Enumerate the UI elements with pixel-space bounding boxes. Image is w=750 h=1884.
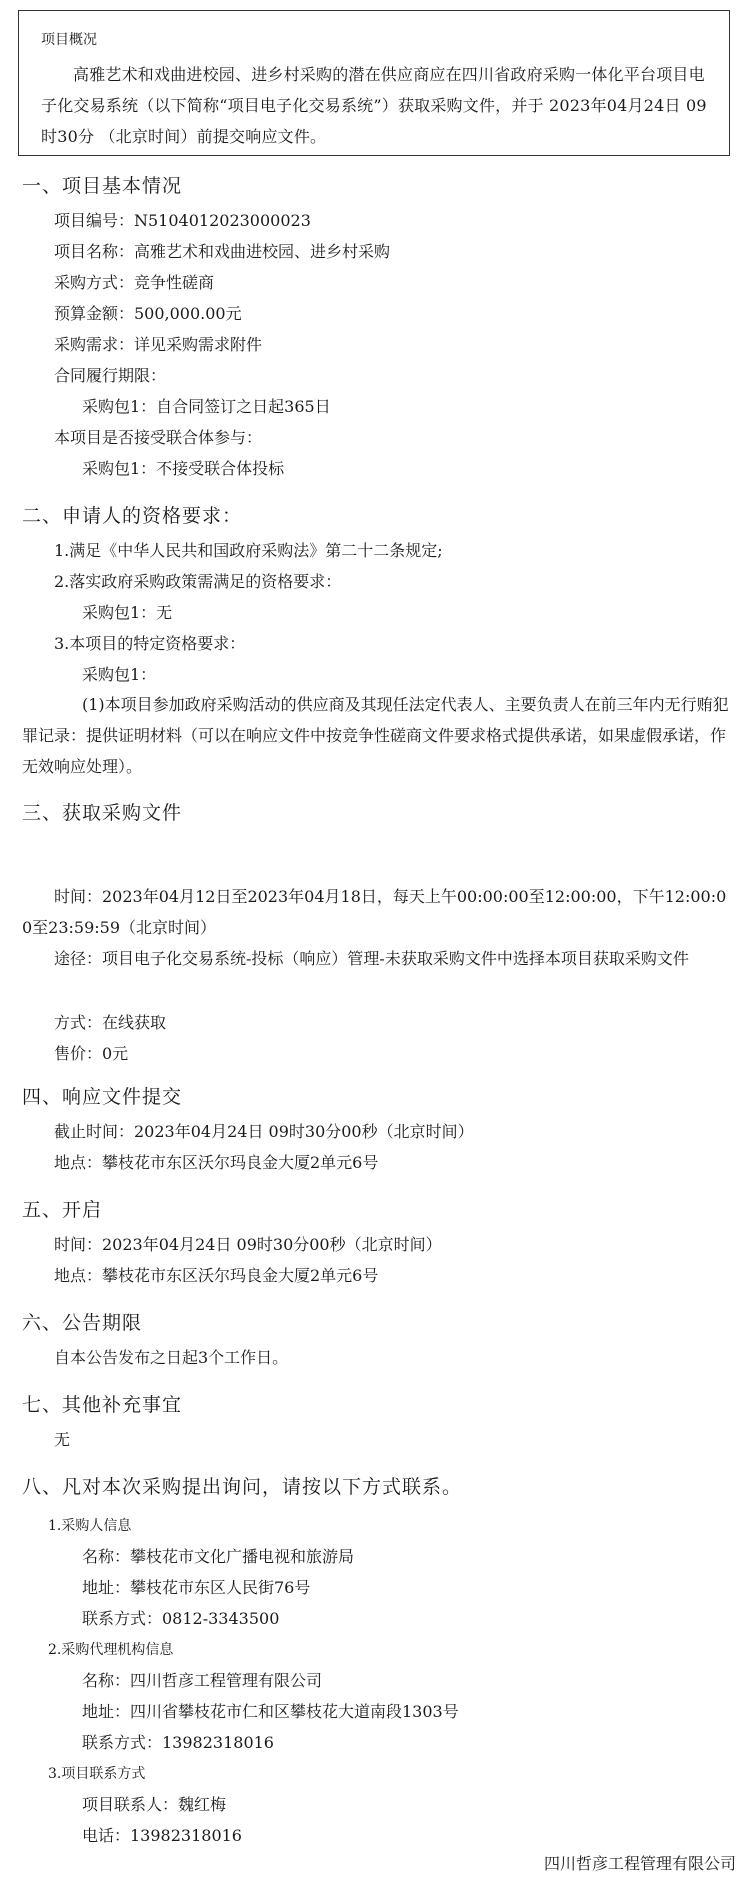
supplementary-text: 无 bbox=[54, 1430, 71, 1449]
project-overview-box bbox=[18, 10, 730, 156]
buyer-phone: 联系方式：0812-3343500 bbox=[82, 1609, 280, 1628]
overview-text: 高雅艺术和戏曲进校园、进乡村采购的潜在供应商应在四川省政府采购一体化平台项目电子化交易系统（以下简称“项目电子化交易系统”）获取采购文件，并于 2023年04月24日 09时30分 （北京时间）前提交响应文件。 bbox=[41, 65, 707, 146]
section-5-heading: 五、开启 bbox=[22, 1199, 103, 1221]
contract-period-package: 采购包1：自合同签订之日起365日 bbox=[82, 397, 331, 416]
submission-place: 地点：攀枝花市东区沃尔玛良金大厦2单元6号 bbox=[54, 1153, 379, 1172]
agent-name: 名称：四川哲彦工程管理有限公司 bbox=[82, 1671, 323, 1690]
project-contact-label: 3.项目联系方式 bbox=[48, 1766, 146, 1782]
budget-amount: 预算金额：500,000.00元 bbox=[54, 304, 242, 323]
project-contact-phone: 电话：13982318016 bbox=[82, 1826, 242, 1845]
acquire-route: 途径：项目电子化交易系统-投标（响应）管理-未获取采购文件中选择本项目获取采购文件 bbox=[54, 949, 689, 968]
procurement-demand: 采购需求：详见采购需求附件 bbox=[54, 335, 263, 354]
project-name: 项目名称：高雅艺术和戏曲进校园、进乡村采购 bbox=[54, 242, 391, 261]
agent-phone: 联系方式：13982318016 bbox=[82, 1733, 274, 1752]
acquire-method: 方式：在线获取 bbox=[54, 1013, 167, 1032]
consortium-label: 本项目是否接受联合体参与： bbox=[54, 428, 263, 447]
acquire-price: 售价：0元 bbox=[54, 1044, 129, 1063]
opening-time: 时间：2023年04月24日 09时30分00秒（北京时间） bbox=[54, 1235, 442, 1254]
section-8-heading: 八、凡对本次采购提出询问，请按以下方式联系。 bbox=[22, 1476, 463, 1498]
section-4-heading: 四、响应文件提交 bbox=[22, 1086, 183, 1108]
issuer-signature: 四川哲彦工程管理有限公司 bbox=[543, 1854, 736, 1873]
buyer-name: 名称：攀枝花市文化广播电视和旅游局 bbox=[82, 1547, 355, 1566]
submission-deadline: 截止时间：2023年04月24日 09时30分00秒（北京时间） bbox=[54, 1122, 474, 1141]
buyer-address: 地址：攀枝花市东区人民街76号 bbox=[82, 1578, 311, 1597]
qualification-item-2: 2.落实政府采购政策需满足的资格要求： bbox=[54, 572, 342, 591]
qualification-item-1: 1.满足《中华人民共和国政府采购法》第二十二条规定; bbox=[54, 541, 443, 560]
section-3-heading: 三、获取采购文件 bbox=[22, 802, 183, 824]
agent-info-label: 2.采购代理机构信息 bbox=[48, 1642, 174, 1658]
qualification-item-3-package: 采购包1： bbox=[82, 665, 157, 684]
opening-place: 地点：攀枝花市东区沃尔玛良金大厦2单元6号 bbox=[54, 1266, 379, 1285]
announcement-period: 自本公告发布之日起3个工作日。 bbox=[54, 1348, 289, 1367]
section-1-heading: 一、项目基本情况 bbox=[22, 175, 183, 197]
qualification-item-3: 3.本项目的特定资格要求： bbox=[54, 634, 246, 653]
procurement-method: 采购方式：竞争性磋商 bbox=[54, 273, 215, 292]
project-number: 项目编号：N5104012023000023 bbox=[54, 211, 311, 230]
section-7-heading: 七、其他补充事宜 bbox=[22, 1394, 183, 1416]
project-contact-person: 项目联系人：魏红梅 bbox=[82, 1795, 227, 1814]
qualification-item-2-package: 采购包1：无 bbox=[82, 603, 173, 622]
section-2-heading: 二、申请人的资格要求： bbox=[22, 505, 243, 527]
buyer-info-label: 1.采购人信息 bbox=[48, 1518, 132, 1534]
acquire-time: 时间：2023年04月12日至2023年04月18日，每天上午00:00:00至12:00:00，下午12:00:00至23:59:59（北京时间） bbox=[22, 887, 727, 937]
qualification-item-3-text: (1)本项目参加政府采购活动的供应商及其现任法定代表人、主要负责人在前三年内无行贿犯罪记录：提供证明材料（可以在响应文件中按竞争性磋商文件要求格式提供承诺，如果虚假承诺，作无效响应处理）。 bbox=[22, 695, 729, 776]
contract-period-label: 合同履行期限： bbox=[54, 366, 167, 385]
consortium-package: 采购包1：不接受联合体投标 bbox=[82, 459, 285, 478]
section-6-heading: 六、公告期限 bbox=[22, 1312, 143, 1334]
overview-title: 项目概况 bbox=[41, 32, 97, 48]
agent-address: 地址：四川省攀枝花市仁和区攀枝花大道南段1303号 bbox=[82, 1702, 459, 1721]
